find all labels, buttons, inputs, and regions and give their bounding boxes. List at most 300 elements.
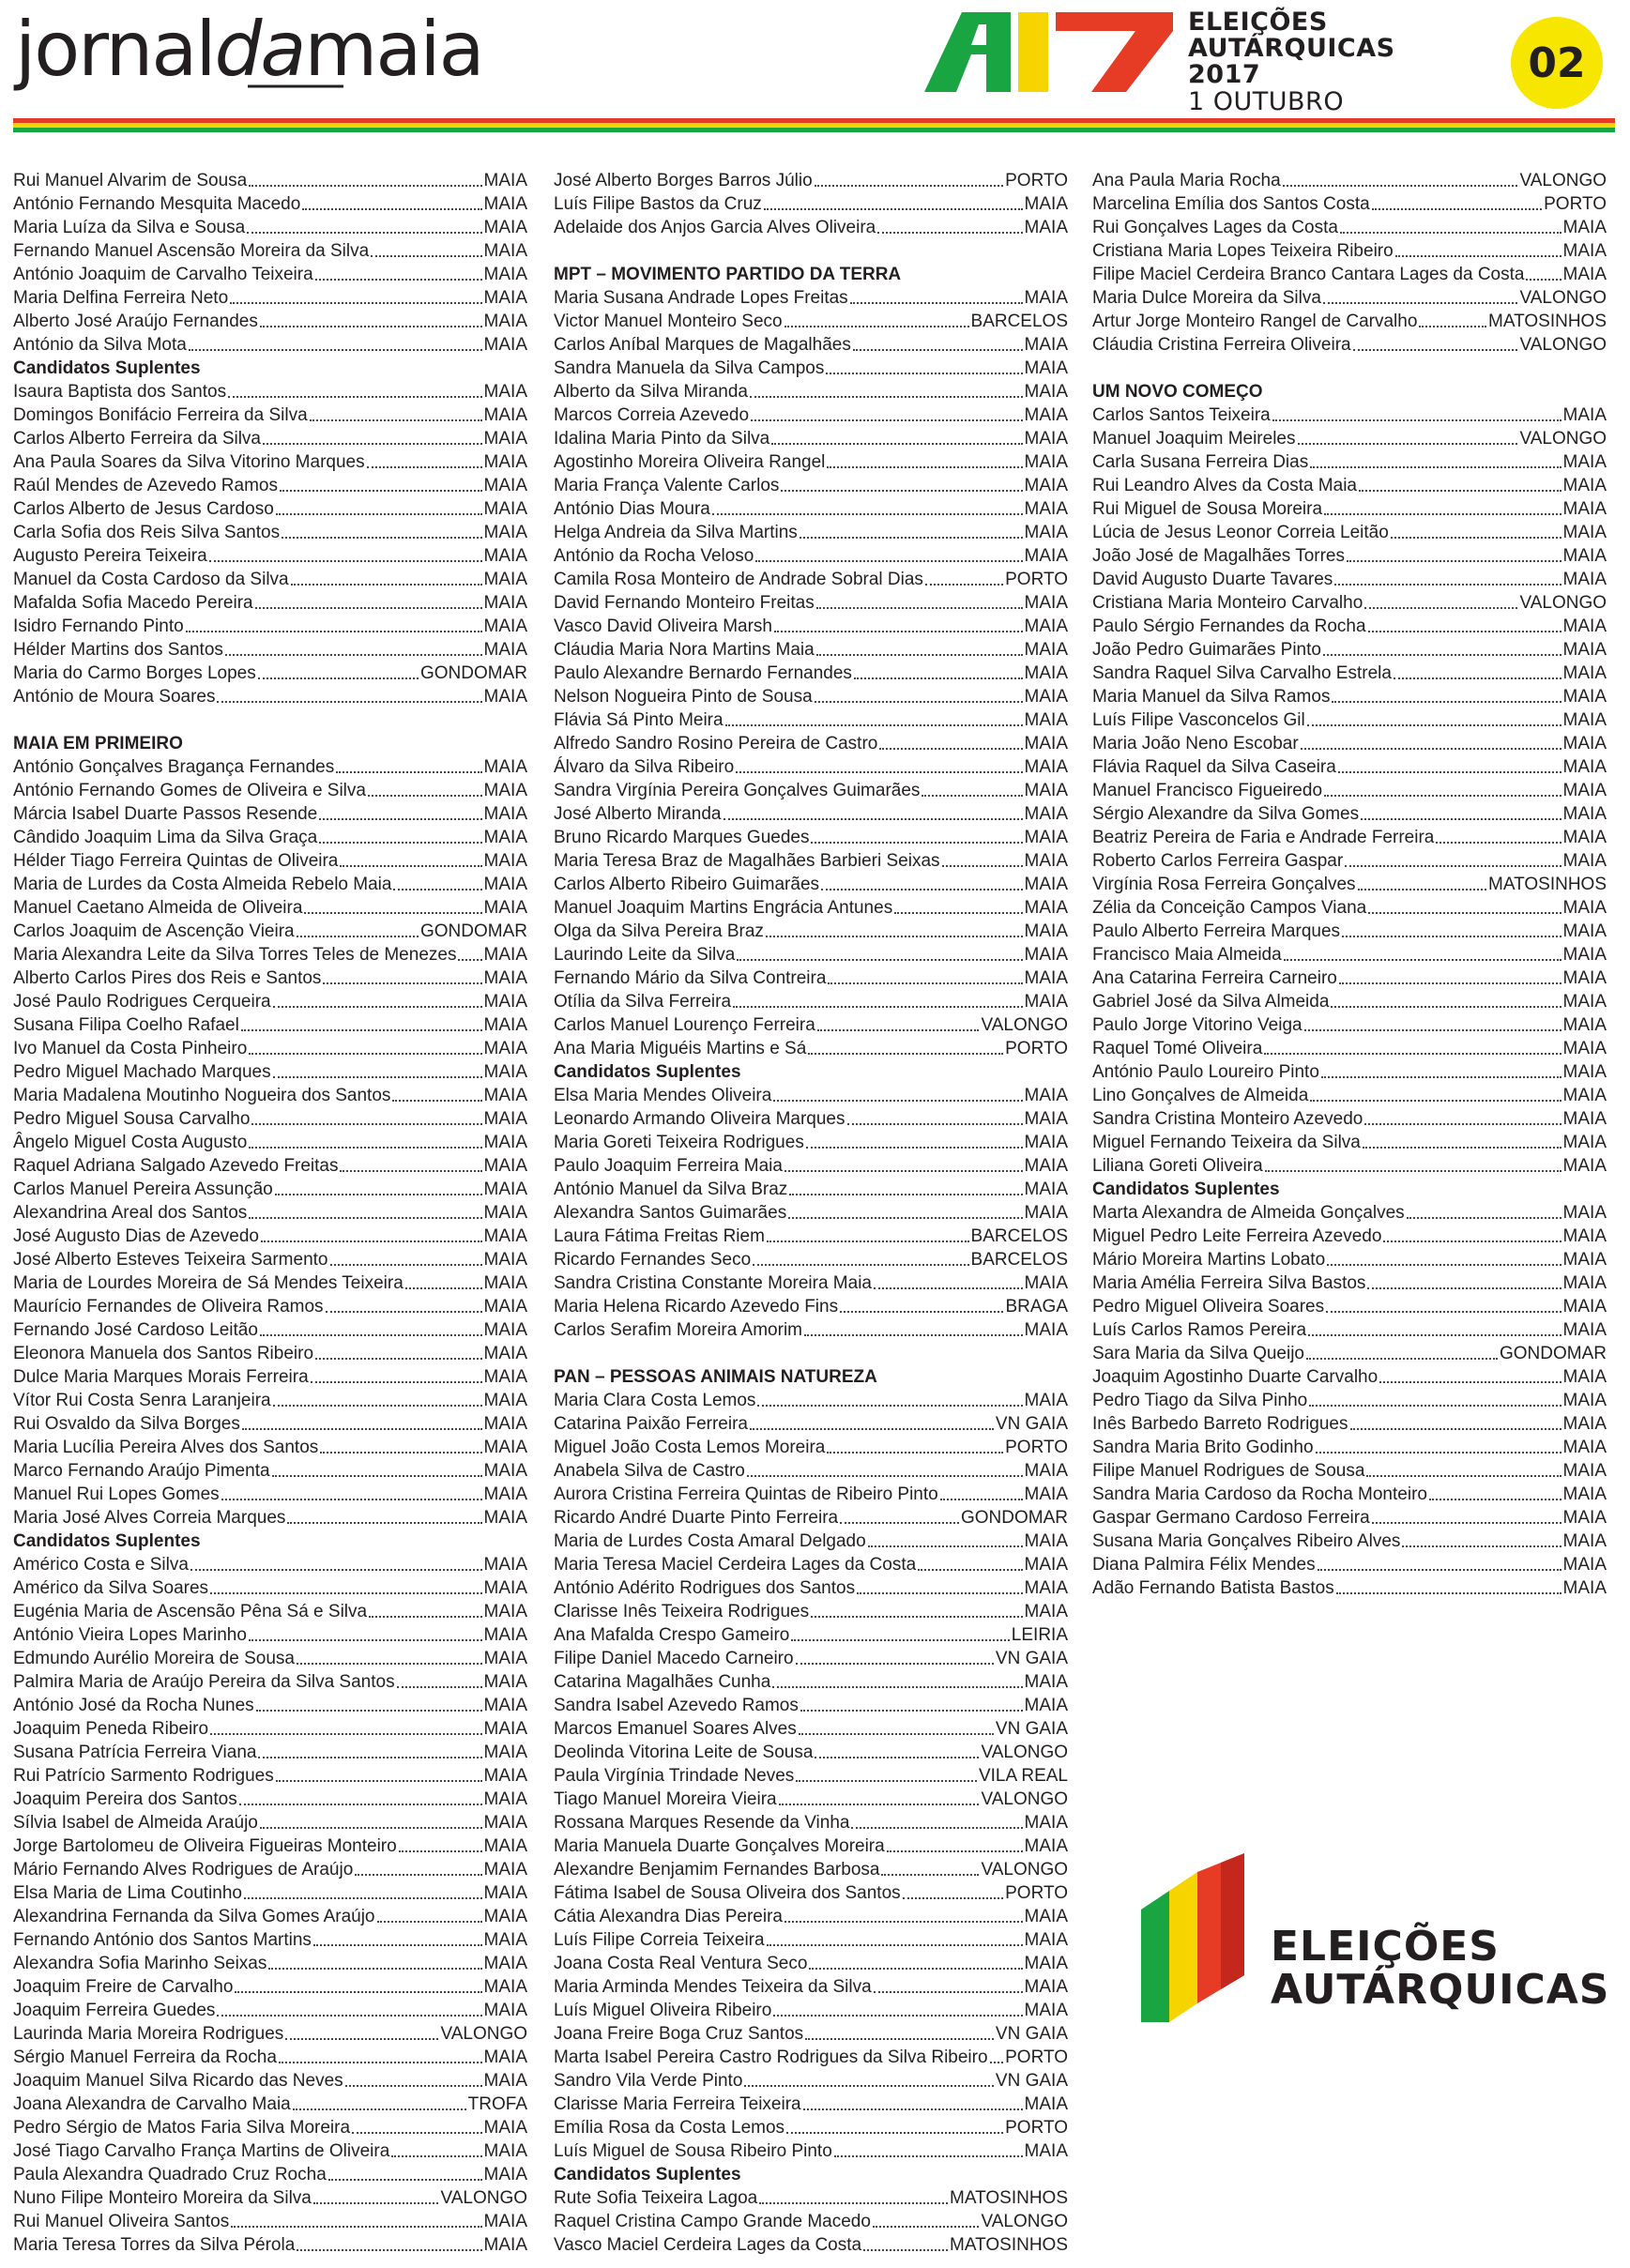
dot-leader [1309,1405,1561,1407]
candidate-row [1092,1436,1607,1459]
candidate-name: Augusto Pereira Teixeira [13,546,207,566]
candidate-name: Helga Andreia da Silva Martins [554,523,798,542]
candidate-row [554,1975,1068,1999]
party-heading: PAN – PESSOAS ANIMAIS NATUREZA [554,1367,877,1387]
dot-leader [747,1475,1023,1477]
dot-leader [755,560,1022,562]
candidate-name: Luís Filipe Bastos da Cruz [554,194,762,214]
dot-leader [879,748,1022,750]
dot-leader [785,1170,1023,1172]
candidate-row [554,1131,1068,1154]
candidate-name: Fernando António dos Santos Martins [13,1930,312,1950]
dot-leader [1336,1592,1561,1594]
candidate-municipality: MAIA [483,1414,527,1434]
candidate-row [554,1623,1068,1647]
candidate-municipality: MAIA [1024,687,1068,707]
candidate-municipality: MAIA [1024,921,1068,941]
dot-leader [276,1780,482,1782]
dot-leader [737,959,1022,961]
dot-leader [279,2062,482,2063]
candidate-row [554,1178,1068,1201]
candidate-municipality: MAIA [1024,968,1068,988]
candidate-name: Fernando Mário da Silva Contreira [554,968,827,988]
candidate-municipality: MAIA [483,1883,527,1903]
candidate-row [1092,1412,1607,1436]
candidate-municipality: MAIA [1024,1602,1068,1621]
candidate-municipality: MAIA [1562,405,1607,425]
candidate-name: Sandra Maria Brito Godinho [1092,1438,1314,1457]
dot-leader [1304,1029,1561,1031]
candidate-row [554,1389,1068,1412]
candidate-name: Sandra Raquel Silva Carvalho Estrela [1092,663,1392,683]
dot-leader [273,1006,482,1008]
candidate-row [13,1412,527,1436]
candidate-municipality: MAIA [1562,1578,1607,1598]
candidate-row [1092,990,1607,1013]
candidate-municipality: MAIA [1024,1954,1068,1973]
candidate-name: Hélder Martins dos Santos [13,640,223,660]
candidate-row [554,849,1068,873]
candidate-name: David Augusto Duarte Tavares [1092,570,1333,589]
candidate-municipality: PORTO [1005,570,1068,589]
candidate-name: Liliana Goreti Oliveira [1092,1156,1263,1176]
candidate-row [1092,1013,1607,1037]
candidate-municipality: MAIA [483,1391,527,1410]
candidate-row [13,1553,527,1576]
candidate-municipality: MAIA [1024,851,1068,871]
dot-leader [750,396,1023,398]
dot-leader [1264,1053,1561,1055]
candidate-row [13,497,527,521]
candidate-name: José Augusto Dias de Azevedo [13,1226,259,1246]
dot-leader [1326,1311,1561,1313]
candidate-name: Rossana Marques Resende da Vinha [554,1813,850,1833]
candidate-municipality: MAIA [483,1977,527,1997]
dot-leader [244,1897,482,1899]
dot-leader [328,2179,482,2181]
dot-leader [1345,865,1561,867]
candidate-name: Diana Palmira Félix Mendes [1092,1555,1316,1575]
candidate-name: Maria França Valente Carlos [554,476,780,495]
candidate-name: Sílvia Isabel de Almeida Araújo [13,1813,258,1833]
candidate-row [13,1483,527,1506]
dot-leader [261,1241,482,1242]
candidate-municipality: MAIA [1562,1015,1607,1035]
candidate-name: Manuel Joaquim Martins Engrácia Antunes [554,898,893,918]
dot-leader [1334,584,1561,586]
candidate-row [554,1318,1068,1342]
dot-leader [816,607,1023,609]
candidate-municipality: PORTO [1005,1438,1068,1457]
candidate-name: Mafalda Sofia Macedo Pereira [13,593,253,613]
candidate-municipality: MAIA [1024,1320,1068,1340]
candidate-row [13,1131,527,1154]
candidate-municipality: MAIA [483,1461,527,1481]
candidate-name: Rute Sofia Teixeira Lagoa [554,2188,758,2208]
candidate-row [554,1037,1068,1060]
candidate-municipality: MAIA [1024,710,1068,730]
dot-leader [753,1264,968,1266]
candidate-row [554,2022,1068,2046]
candidate-name: José Tiago Carvalho França Martins de Oliveira [13,2141,390,2161]
candidate-name: Maria Teresa Braz de Magalhães Barbieri Seixas [554,851,940,871]
candidate-municipality: PORTO [1005,1039,1068,1058]
dot-leader [249,185,481,187]
substitutes-heading: Candidatos Suplentes [13,1531,201,1551]
candidate-name: Américo Costa e Silva [13,1555,189,1575]
candidate-municipality: MAIA [483,1015,527,1035]
candidate-name: Maria Clara Costa Lemos [554,1391,756,1410]
candidate-municipality: MAIA [1562,546,1607,566]
dot-leader [249,1147,481,1149]
candidate-municipality: MATOSINHOS [950,2188,1068,2208]
candidate-name: Mário Fernando Alves Rodrigues de Araújo [13,1860,354,1880]
candidate-name: Miguel João Costa Lemos Moreira [554,1438,826,1457]
dot-leader [1429,1499,1561,1500]
dot-leader [773,2015,1022,2017]
candidate-name: Miguel Pedro Leite Ferreira Azevedo [1092,1226,1382,1246]
candidate-row [13,1905,527,1928]
dot-leader [1327,1264,1561,1266]
candidate-name: Maria Alexandra Leite da Silva Torres Teles de Menezes [13,945,457,965]
candidate-row [13,1107,527,1131]
dot-leader [235,1991,481,1993]
dot-leader [304,912,481,914]
candidate-municipality: MAIA [483,171,527,190]
candidate-municipality: MAIA [1024,1461,1068,1481]
dot-leader [764,208,1023,210]
candidate-row [554,1412,1068,1436]
candidates-column-1 [13,169,527,2257]
dot-leader [1372,1522,1561,1524]
candidate-name: Cristiana Maria Lopes Teixeira Ribeiro [1092,241,1394,261]
candidate-municipality: MAIA [1024,1907,1068,1926]
candidate-row [13,1060,527,1084]
candidate-name: Marcos Correia Azevedo [554,405,750,425]
candidate-municipality: MAIA [1562,1508,1607,1528]
candidate-municipality: MAIA [483,241,527,261]
candidate-municipality: BARCELOS [970,1250,1068,1270]
candidate-name: Vítor Rui Costa Senra Laranjeira [13,1391,271,1410]
candidate-name: Isaura Baptista dos Santos [13,382,227,402]
candidate-municipality: MAIA [1024,218,1068,237]
dot-leader [313,2202,439,2204]
dot-leader [340,865,481,867]
dot-leader [1331,1006,1561,1008]
candidate-municipality: MAIA [1562,1086,1607,1105]
dot-leader [811,842,1022,844]
candidate-municipality: MAIA [483,2118,527,2138]
candidate-name: Manuel da Costa Cardoso da Silva [13,570,289,589]
candidate-name: Joaquim Freire de Carvalho [13,1977,234,1997]
candidate-row [13,873,527,896]
dot-leader [186,631,482,632]
candidate-municipality: MAIA [483,1836,527,1856]
candidate-row [554,967,1068,990]
candidate-municipality: TROFA [467,2094,527,2114]
dot-leader [751,419,1023,421]
dot-leader [258,677,419,679]
candidate-municipality: MAIA [483,1625,527,1645]
candidate-row [13,263,527,286]
dot-leader [1310,466,1561,468]
candidate-name: Alberto Carlos Pires dos Reis e Santos [13,968,322,988]
candidate-name: Otília da Silva Ferreira [554,992,732,1012]
candidate-municipality: MAIA [1562,523,1607,542]
dot-leader [302,208,481,210]
dot-leader [786,2132,1003,2134]
candidate-municipality: MAIA [483,687,527,707]
candidate-row [1092,662,1607,685]
dot-leader [249,1639,482,1641]
candidate-name: Laurinda Maria Moreira Rodrigues [13,2024,284,2044]
candidate-row [13,427,527,450]
dot-leader [1379,1381,1561,1383]
candidate-name: Edmundo Aurélio Moreira de Sousa [13,1649,295,1668]
candidate-name: Paulo Jorge Vitorino Veiga [1092,1015,1302,1035]
dot-leader [1366,1475,1561,1477]
candidate-row [1092,1530,1607,1553]
candidate-row [554,1084,1068,1107]
candidate-name: Maria Lucília Pereira Alves dos Santos [13,1438,319,1457]
candidate-row [13,990,527,1013]
dot-leader [319,842,481,844]
candidate-row [13,1834,527,1858]
candidate-name: Álvaro da Silva Ribeiro [554,757,735,777]
candidate-row [554,568,1068,591]
dot-leader [217,701,481,703]
candidate-municipality: MAIA [483,828,527,847]
candidate-row [554,920,1068,943]
candidate-name: Nelson Nogueira Pinto de Sousa [554,687,813,707]
candidate-municipality: MAIA [1024,616,1068,636]
dot-leader [840,1311,1003,1313]
candidate-municipality: MAIA [1024,546,1068,566]
candidate-name: Joaquim Agostinho Duarte Carvalho [1092,1367,1379,1387]
dot-leader [1283,185,1518,187]
candidate-name: Luís Filipe Correia Teixeira [554,1930,765,1950]
candidate-row [554,1459,1068,1483]
candidate-row [13,450,527,474]
candidate-row [554,779,1068,802]
candidate-municipality: MAIA [1562,1438,1607,1457]
candidate-row [554,1717,1068,1741]
candidate-name: Jorge Bartolomeu de Oliveira Figueiras Monteiro [13,1836,397,1856]
candidate-municipality: MAIA [483,2212,527,2231]
dot-leader [877,232,1022,234]
candidate-municipality: MAIA [1024,1813,1068,1833]
candidate-name: Carla Susana Ferreira Dias [1092,452,1309,472]
dot-leader [368,795,482,797]
candidate-municipality: PORTO [1544,194,1607,214]
candidate-name: Cristiana Maria Monteiro Carvalho [1092,593,1363,613]
candidate-name: Maria Helena Ricardo Azevedo Fins [554,1297,839,1317]
candidate-name: Vasco Maciel Cerdeira Lages da Costa [554,2235,862,2255]
candidate-name: Joaquim Pereira dos Santos [13,1789,237,1809]
candidate-name: Isidro Fernando Pinto [13,616,184,636]
candidate-row [1092,920,1607,943]
dot-leader [276,513,482,515]
candidate-name: Ângelo Miguel Costa Augusto [13,1133,248,1152]
candidate-municipality: MAIA [1562,640,1607,660]
candidate-municipality: MAIA [1024,640,1068,660]
candidate-municipality: MAIA [1024,452,1068,472]
candidate-name: Marta Isabel Pereira Castro Rodrigues da Silva Ribeiro [554,2047,988,2067]
dot-leader [773,1100,1022,1102]
candidate-row [13,1576,527,1600]
candidate-municipality: MAIA [1562,1461,1607,1481]
candidate-municipality: VALONGO [981,1860,1068,1880]
dot-leader [805,2038,994,2040]
candidate-row [13,1788,527,1811]
candidate-municipality: MAIA [483,968,527,988]
candidate-municipality: BARCELOS [970,1226,1068,1246]
candidate-name: Miguel Fernando Teixeira da Silva [1092,1133,1361,1152]
candidate-row [554,732,1068,755]
candidate-municipality: MAIA [1024,405,1068,425]
dot-leader [785,1921,1023,1923]
candidate-row [554,192,1068,216]
dot-leader [1419,326,1486,327]
candidate-name: José Paulo Rodrigues Cerqueira [13,992,271,1012]
candidate-row [13,2022,527,2046]
candidate-name: Filipe Daniel Macedo Carneiro [554,1649,794,1668]
dot-leader [272,1475,482,1477]
dot-leader [1265,1170,1561,1172]
dot-leader [210,1592,482,1594]
candidate-municipality: MAIA [1562,687,1607,707]
candidate-name: António Joaquim de Carvalho Teixeira [13,265,313,284]
candidate-row [13,591,527,615]
candidate-municipality: MAIA [483,1039,527,1058]
candidate-name: João Pedro Guimarães Pinto [1092,640,1321,660]
dot-leader [1324,513,1561,515]
candidate-row [1092,967,1607,990]
candidate-name: Paula Virgínia Trindade Neves [554,1766,795,1786]
dot-leader [803,2108,1023,2110]
candidate-row [13,638,527,662]
candidate-row [13,615,527,638]
dot-leader [1323,654,1561,656]
candidate-row [1092,544,1607,568]
candidate-municipality: MAIA [1562,1250,1607,1270]
candidate-name: Ana Catarina Ferreira Carneiro [1092,968,1337,988]
candidate-row [1092,1154,1607,1178]
candidate-row [554,662,1068,685]
candidate-row [13,920,527,943]
candidate-row [13,662,527,685]
candidate-row [1092,216,1607,239]
candidate-municipality: VALONGO [981,2212,1068,2231]
dot-leader [313,1944,482,1946]
dot-leader [1284,959,1561,961]
candidate-row [13,192,527,216]
candidate-row [1092,896,1607,920]
dot-leader [310,419,482,421]
candidate-row [13,1928,527,1952]
candidate-name: Gaspar Germano Cardoso Ferreira [1092,1508,1370,1528]
candidate-name: Filipe Maciel Cerdeira Branco Cantara Lages da Costa [1092,265,1525,284]
candidate-row [13,1225,527,1248]
dot-leader [221,1499,482,1500]
newspaper-logo[interactable] [13,8,548,101]
candidate-row [13,1201,527,1225]
dot-leader [733,1006,1023,1008]
candidate-municipality: MAIA [1024,429,1068,449]
candidate-municipality: MAIA [483,1367,527,1387]
candidate-row [554,1436,1068,1459]
candidate-row [13,1975,527,1999]
candidate-row [554,1576,1068,1600]
dot-leader [796,1780,977,1782]
candidate-name: António José da Rocha Nunes [13,1696,254,1715]
candidate-municipality: MAIA [1024,1977,1068,1997]
candidate-municipality: VALONGO [1519,593,1607,613]
candidate-name: José Alberto Borges Barros Júlio [554,171,813,190]
candidate-name: Sandra Virgínia Pereira Gonçalves Guimarães [554,781,921,800]
candidate-row [13,943,527,967]
dot-leader [925,584,1003,586]
candidate-row [554,380,1068,403]
candidate-name: Vasco David Oliveira Marsh [554,616,773,636]
candidate-name: Joaquim Manuel Silva Ricardo das Neves [13,2071,343,2091]
candidate-municipality: MAIA [1562,1297,1607,1317]
dot-leader [863,2249,948,2251]
candidate-municipality: MAIA [1024,1578,1068,1598]
candidate-municipality: MAIA [483,1860,527,1880]
candidate-municipality: MAIA [483,757,527,777]
candidate-municipality: MAIA [1562,1367,1607,1387]
dot-leader [1391,537,1561,539]
candidate-name: Márcia Isabel Duarte Passos Resende [13,804,318,824]
candidate-name: Raquel Adriana Salgado Azevedo Freitas [13,1156,339,1176]
candidate-municipality: MAIA [483,2001,527,2020]
candidate-row [554,1788,1068,1811]
dot-leader [922,795,1022,797]
candidate-name: Maria Dulce Moreira da Silva [1092,288,1321,308]
candidate-row [554,1999,1068,2022]
candidate-municipality: MAIA [1024,1836,1068,1856]
dot-leader [816,654,1023,656]
candidate-row [13,544,527,568]
candidate-row [13,286,527,310]
dot-leader [323,982,481,984]
dot-leader [397,1686,482,1688]
substitutes-heading: Candidatos Suplentes [554,1062,741,1082]
candidate-name: Artur Jorge Monteiro Rangel de Carvalho [1092,312,1418,331]
candidate-name: Maria Luíza da Silva e Sousa [13,218,246,237]
dot-leader [399,1850,482,1852]
candidate-row [13,2163,527,2186]
dot-leader [345,2085,482,2087]
candidate-row [1092,192,1607,216]
candidate-name: António Manuel da Silva Braz [554,1180,788,1199]
candidate-row [13,1271,527,1295]
candidate-name: Alexandra Santos Guimarães [554,1203,787,1223]
candidate-name: Flávia Raquel da Silva Caseira [1092,757,1336,777]
candidate-municipality: LEIRIA [1011,1625,1068,1645]
candidate-row [13,896,527,920]
candidate-municipality: MAIA [1562,921,1607,941]
candidate-name: Carlos Manuel Lourenço Ferreira [554,1015,815,1035]
candidate-name: Gabriel José da Silva Almeida [1092,992,1330,1012]
candidate-name: Marta Alexandra de Almeida Gonçalves [1092,1203,1405,1223]
candidate-municipality: MAIA [1562,265,1607,284]
candidate-municipality: MAIA [1024,1672,1068,1692]
candidate-municipality: VALONGO [440,2024,527,2044]
candidate-row [554,896,1068,920]
candidate-name: Nuno Filipe Monteiro Moreira da Silva [13,2188,312,2208]
